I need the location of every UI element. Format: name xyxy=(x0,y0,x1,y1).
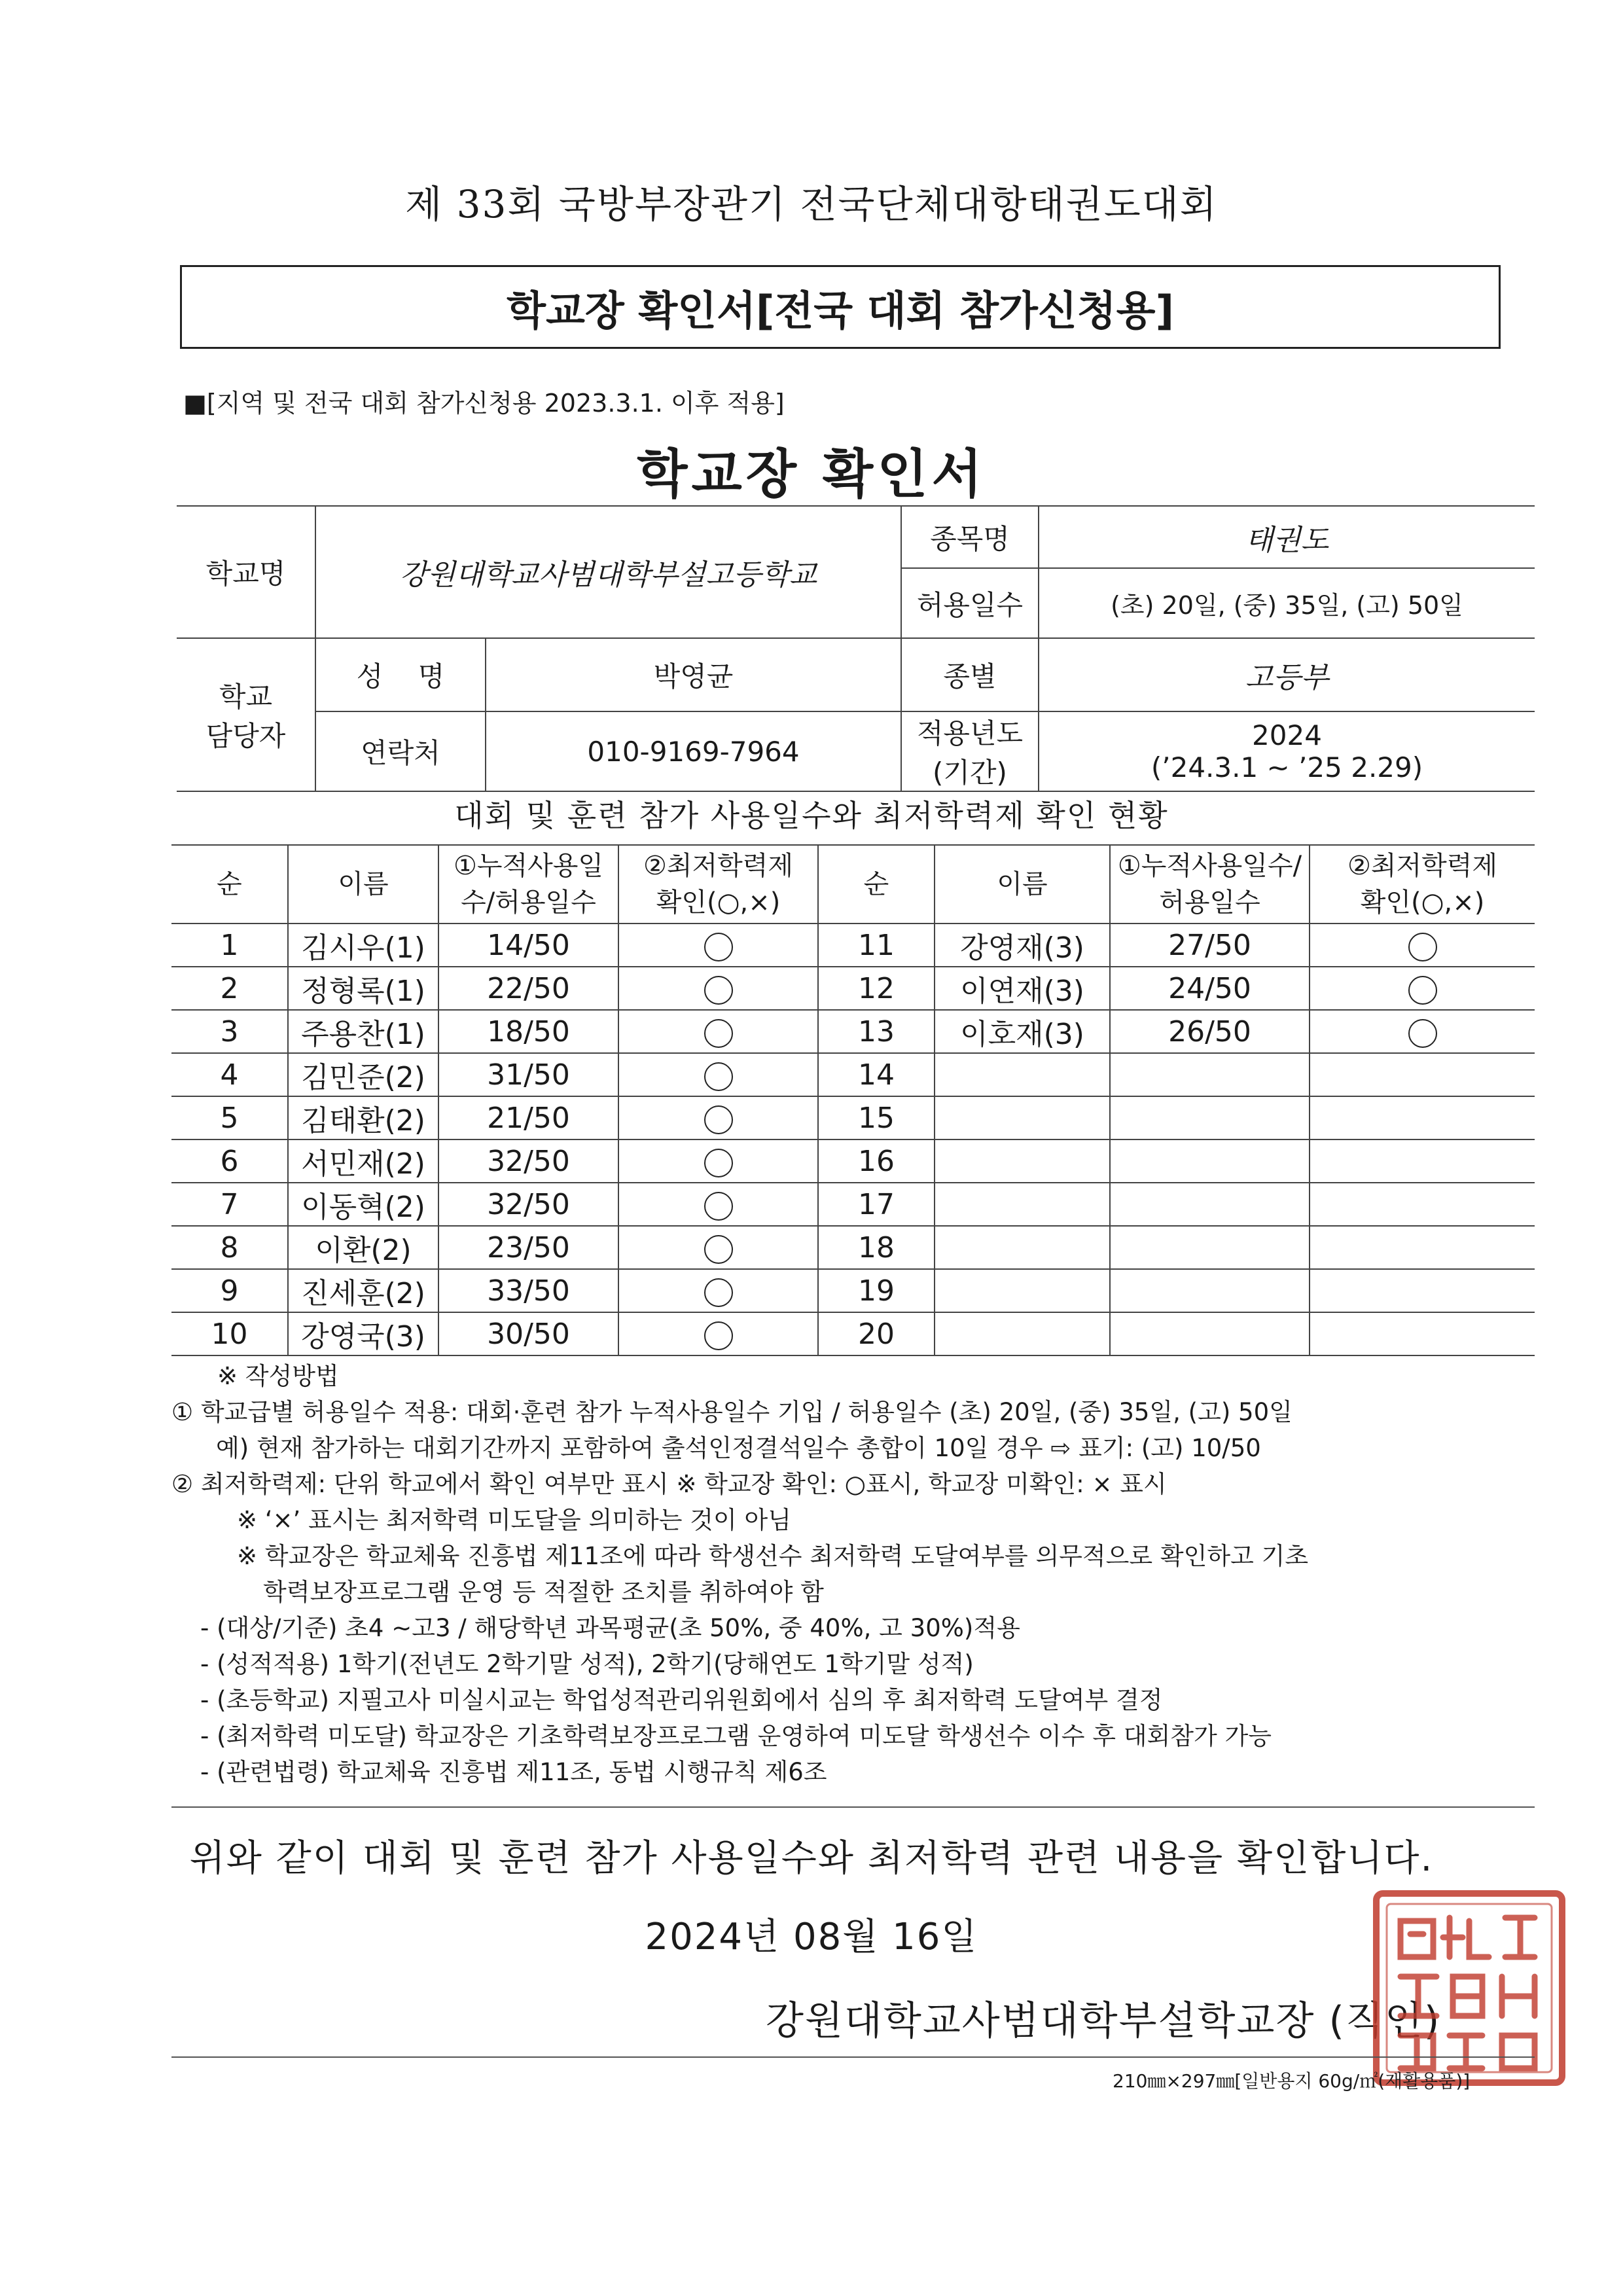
header-check-right xyxy=(1310,845,1535,924)
roster-header-row xyxy=(171,845,1535,924)
student-name-right xyxy=(935,1096,1110,1139)
official-seal-icon xyxy=(1371,1888,1567,2088)
row-number-right: 13 xyxy=(818,1010,935,1053)
header-check-left-line-1: ②최저학력제 xyxy=(643,851,794,881)
row-number-right: 12 xyxy=(818,967,935,1010)
row-number-right: 14 xyxy=(818,1053,935,1096)
row-number-left: 2 xyxy=(171,967,288,1010)
check-left xyxy=(618,1010,818,1053)
used-days-left: 32/50 xyxy=(438,1183,618,1226)
manager-label xyxy=(177,638,315,791)
row-number-left: 1 xyxy=(171,924,288,967)
year-label xyxy=(901,711,1039,791)
notes-heading: ※ 작성방법 xyxy=(217,1362,339,1390)
year-label-line-1: 적용년도 xyxy=(916,717,1024,749)
writing-instructions xyxy=(171,1358,1535,1790)
manager-label-line-2: 담당자 xyxy=(205,720,286,752)
signer-line: 강원대학교사범대학부설학교장 (직인) xyxy=(766,1998,1441,2044)
check-right xyxy=(1310,1139,1535,1183)
circle-mark-icon xyxy=(704,1192,733,1221)
table-row xyxy=(171,1053,1535,1096)
divider-top xyxy=(171,1806,1535,1808)
check-right xyxy=(1310,1269,1535,1312)
apply-note: ■[지역 및 전국 대회 참가신청용 2023.3.1. 이후 적용] xyxy=(183,389,785,418)
circle-mark-icon xyxy=(704,976,733,1005)
used-days-right: 27/50 xyxy=(1110,924,1310,967)
header-days-left-line-1: ①누적사용일 xyxy=(453,851,604,881)
used-days-right xyxy=(1110,1053,1310,1096)
student-name-left: 이동혁(2) xyxy=(288,1183,438,1226)
used-days-right xyxy=(1110,1183,1310,1226)
check-left xyxy=(618,1226,818,1269)
header-name-right: 이름 xyxy=(935,845,1110,924)
circle-mark-icon xyxy=(1408,1019,1437,1048)
student-name-left: 정형록(1) xyxy=(288,967,438,1010)
circle-mark-icon xyxy=(704,1149,733,1177)
circle-mark-icon xyxy=(704,933,733,961)
document-date: 2024년 08월 16일 xyxy=(645,1916,978,1958)
detail-4: - (최저학력 미도달) 학교장은 기초학력보장프로그램 운영하여 미도달 학생선수 이수 후 대회참가 가능 xyxy=(200,1722,1272,1750)
check-right xyxy=(1310,1096,1535,1139)
form-title-box xyxy=(180,265,1501,349)
year-value xyxy=(1039,711,1535,791)
year-value-line-1: 2024 xyxy=(1252,719,1322,751)
student-name-right: 이호재(3) xyxy=(935,1010,1110,1053)
event-title: 제 33회 국방부장관기 전국단체대항태권도대회 xyxy=(405,182,1218,226)
circle-mark-icon xyxy=(1408,976,1437,1005)
check-right xyxy=(1310,1226,1535,1269)
student-name-right xyxy=(935,1269,1110,1312)
row-number-left: 3 xyxy=(171,1010,288,1053)
student-name-right xyxy=(935,1053,1110,1096)
header-check-right-line-2: 확인(○,×) xyxy=(1360,888,1485,918)
used-days-left: 33/50 xyxy=(438,1269,618,1312)
student-name-left: 김민준(2) xyxy=(288,1053,438,1096)
row-number-right: 16 xyxy=(818,1139,935,1183)
paper-spec: 210㎜×297㎜[일반용지 60g/㎡(재활용품)] xyxy=(1113,2070,1471,2092)
used-days-left: 21/50 xyxy=(438,1096,618,1139)
student-name-left: 강영국(3) xyxy=(288,1312,438,1355)
check-right xyxy=(1310,1183,1535,1226)
check-left xyxy=(618,967,818,1010)
sport-value: 태권도 xyxy=(1039,506,1535,568)
used-days-left: 22/50 xyxy=(438,967,618,1010)
circle-mark-icon xyxy=(704,1278,733,1307)
header-days-left-line-2: 수/허용일수 xyxy=(461,888,596,918)
days-value: (초) 20일, (중) 35일, (고) 50일 xyxy=(1039,568,1535,638)
row-number-left: 9 xyxy=(171,1269,288,1312)
used-days-right xyxy=(1110,1312,1310,1355)
student-name-left: 이환(2) xyxy=(288,1226,438,1269)
student-name-left: 김태환(2) xyxy=(288,1096,438,1139)
note-4-cont: 학력보장프로그램 운영 등 적절한 조치를 취하여야 함 xyxy=(263,1578,824,1606)
student-name-right xyxy=(935,1312,1110,1355)
used-days-right xyxy=(1110,1096,1310,1139)
divider-bottom xyxy=(171,2056,1535,2058)
section-title: 대회 및 훈련 참가 사용일수와 최저학력제 확인 현황 xyxy=(454,798,1169,833)
detail-3: - (초등학교) 지필고사 미실시교는 학업성적관리위원회에서 심의 후 최저학력 도달여부 결정 xyxy=(200,1686,1163,1714)
circle-mark-icon xyxy=(704,1062,733,1091)
check-left xyxy=(618,924,818,967)
student-name-right: 강영재(3) xyxy=(935,924,1110,967)
used-days-left: 18/50 xyxy=(438,1010,618,1053)
check-left xyxy=(618,1096,818,1139)
header-check-right-line-1: ②최저학력제 xyxy=(1347,851,1498,881)
check-left xyxy=(618,1053,818,1096)
note-4: ※ 학교장은 학교체육 진흥법 제11조에 따라 학생선수 최저학력 도달여부를 의무적으로 확인하고 기초 xyxy=(237,1542,1309,1570)
used-days-right: 24/50 xyxy=(1110,967,1310,1010)
row-number-right: 19 xyxy=(818,1269,935,1312)
manager-label-line-1: 학교 xyxy=(219,681,273,713)
used-days-right xyxy=(1110,1226,1310,1269)
year-value-line-2: (’24.3.1 ~ ’25 2.29) xyxy=(1150,751,1423,783)
header-check-left-line-2: 확인(○,×) xyxy=(656,888,781,918)
check-left xyxy=(618,1312,818,1355)
note-1: ① 학교급별 허용일수 적용: 대회·훈련 참가 누적사용일수 기입 / 허용일수 (초) 20일, (중) 35일, (고) 50일 xyxy=(171,1398,1293,1426)
table-row xyxy=(171,967,1535,1010)
header-check-left xyxy=(618,845,818,924)
header-days-right xyxy=(1110,845,1310,924)
student-name-left: 주용찬(1) xyxy=(288,1010,438,1053)
used-days-left: 32/50 xyxy=(438,1139,618,1183)
header-days-right-line-2: 허용일수 xyxy=(1159,888,1260,918)
circle-mark-icon xyxy=(1408,933,1437,961)
detail-2: - (성적적용) 1학기(전년도 2학기말 성적), 2학기(당해연도 1학기말 성적) xyxy=(200,1650,974,1678)
confirmation-statement: 위와 같이 대회 및 훈련 참가 사용일수와 최저학력 관련 내용을 확인합니다. xyxy=(189,1837,1434,1880)
row-number-left: 6 xyxy=(171,1139,288,1183)
check-left xyxy=(618,1139,818,1183)
header-days-left xyxy=(438,845,618,924)
student-name-right xyxy=(935,1139,1110,1183)
student-name-left: 김시우(1) xyxy=(288,924,438,967)
detail-5: - (관련법령) 학교체육 진흥법 제11조, 동법 시행규칙 제6조 xyxy=(200,1758,827,1786)
check-right xyxy=(1310,924,1535,967)
check-left xyxy=(618,1269,818,1312)
student-name-right xyxy=(935,1183,1110,1226)
used-days-left: 23/50 xyxy=(438,1226,618,1269)
row-number-left: 8 xyxy=(171,1226,288,1269)
used-days-right: 26/50 xyxy=(1110,1010,1310,1053)
used-days-right xyxy=(1110,1269,1310,1312)
table-row xyxy=(171,1139,1535,1183)
header-no-right: 순 xyxy=(818,845,935,924)
row-number-left: 4 xyxy=(171,1053,288,1096)
table-row xyxy=(171,1226,1535,1269)
category-value: 고등부 xyxy=(1039,638,1535,711)
form-title: 학교장 확인서[전국 대회 참가신청용] xyxy=(507,286,1174,334)
check-right xyxy=(1310,1053,1535,1096)
main-title: 학교장 확인서 xyxy=(637,444,986,505)
student-name-left: 서민재(2) xyxy=(288,1139,438,1183)
used-days-left: 30/50 xyxy=(438,1312,618,1355)
check-left xyxy=(618,1183,818,1226)
school-label: 학교명 xyxy=(177,506,315,638)
header-name-left: 이름 xyxy=(288,845,438,924)
category-label: 종별 xyxy=(901,638,1039,711)
name-label: 성 명 xyxy=(315,638,486,711)
table-row xyxy=(171,1269,1535,1312)
student-name-left: 진세훈(2) xyxy=(288,1269,438,1312)
year-label-line-2: (기간) xyxy=(933,757,1007,789)
contact-value: 010-9169-7964 xyxy=(486,711,901,791)
detail-1: - (대상/기준) 초4 ~고3 / 해당학년 과목평균(초 50%, 중 40%, 고 30%)적용 xyxy=(200,1614,1020,1642)
row-number-right: 11 xyxy=(818,924,935,967)
row-number-left: 7 xyxy=(171,1183,288,1226)
check-right xyxy=(1310,1312,1535,1355)
student-name-right: 이연재(3) xyxy=(935,967,1110,1010)
contact-label: 연락처 xyxy=(315,711,486,791)
school-info-table xyxy=(177,505,1535,792)
table-row xyxy=(171,1096,1535,1139)
note-1-example: 예) 현재 참가하는 대회기간까지 포함하여 출석인정결석일수 총합이 10일 경우 ⇨ 표기: (고) 10/50 xyxy=(216,1434,1261,1462)
check-right xyxy=(1310,967,1535,1010)
roster-table xyxy=(171,844,1535,1356)
note-2: ② 최저학력제: 단위 학교에서 확인 여부만 표시 ※ 학교장 확인: ○표시, 학교장 미확인: × 표시 xyxy=(171,1470,1167,1498)
circle-mark-icon xyxy=(704,1105,733,1134)
circle-mark-icon xyxy=(704,1235,733,1264)
days-label: 허용일수 xyxy=(901,568,1039,638)
school-name: 강원대학교사범대학부설고등학교 xyxy=(315,506,901,638)
table-row xyxy=(171,1312,1535,1355)
note-3: ※ ‘×’ 표시는 최저학력 미도달을 의미하는 것이 아님 xyxy=(237,1506,791,1534)
used-days-right xyxy=(1110,1139,1310,1183)
sport-label: 종목명 xyxy=(901,506,1039,568)
check-right xyxy=(1310,1010,1535,1053)
header-days-right-line-1: ①누적사용일수/ xyxy=(1117,851,1302,881)
row-number-right: 17 xyxy=(818,1183,935,1226)
circle-mark-icon xyxy=(704,1019,733,1048)
header-no-left: 순 xyxy=(171,845,288,924)
manager-name: 박영균 xyxy=(486,638,901,711)
row-number-right: 15 xyxy=(818,1096,935,1139)
row-number-left: 5 xyxy=(171,1096,288,1139)
used-days-left: 14/50 xyxy=(438,924,618,967)
table-row xyxy=(171,924,1535,967)
table-row xyxy=(171,1183,1535,1226)
row-number-left: 10 xyxy=(171,1312,288,1355)
used-days-left: 31/50 xyxy=(438,1053,618,1096)
row-number-right: 18 xyxy=(818,1226,935,1269)
student-name-right xyxy=(935,1226,1110,1269)
row-number-right: 20 xyxy=(818,1312,935,1355)
circle-mark-icon xyxy=(704,1321,733,1350)
table-row xyxy=(171,1010,1535,1053)
